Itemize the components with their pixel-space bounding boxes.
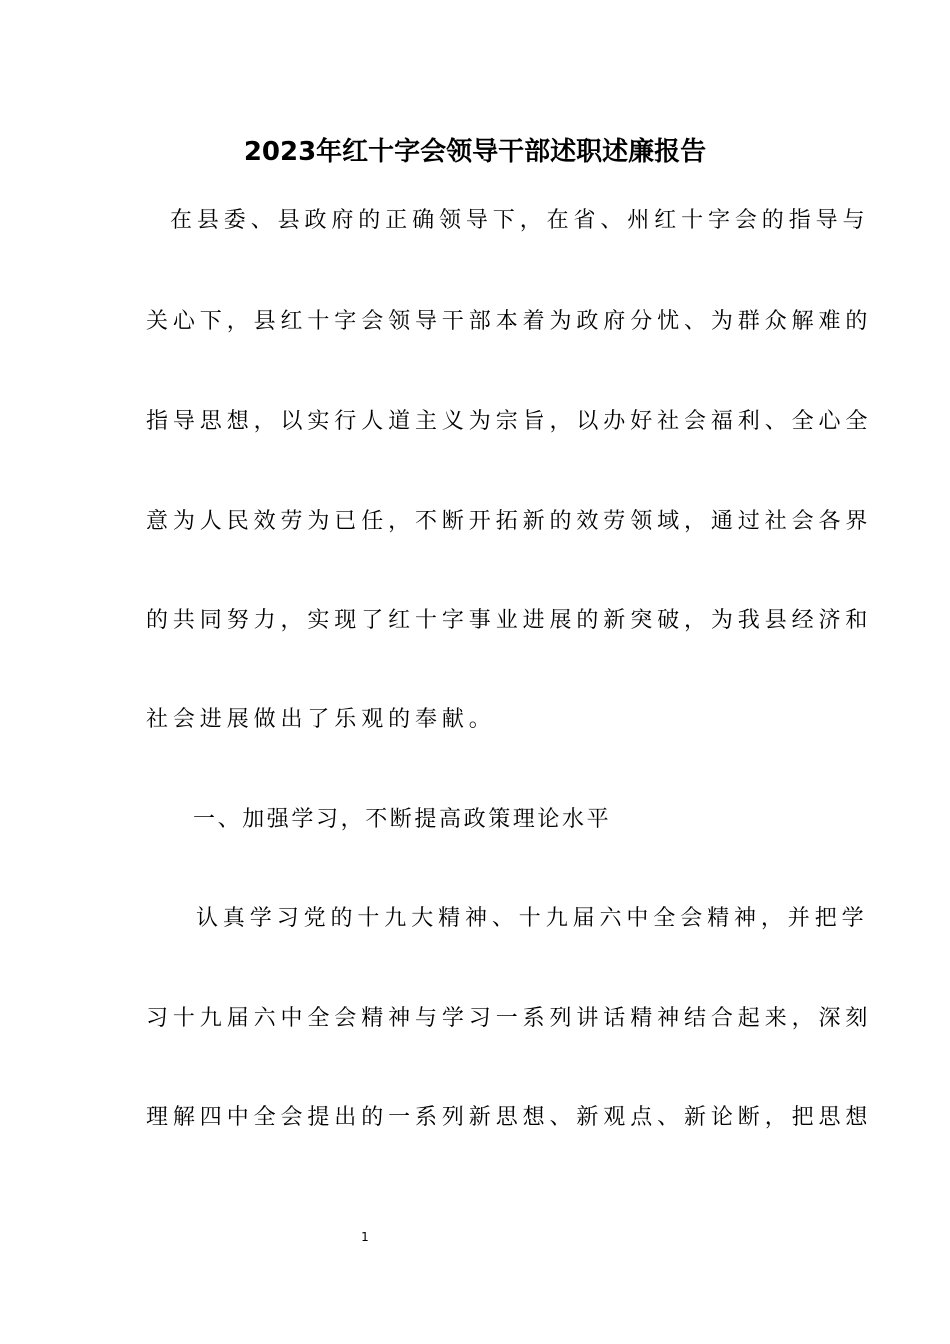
paragraph-line: 在县委、县政府的正确领导下，在省、州红十字会的指导与	[170, 208, 870, 233]
paragraph-line: 社会进展做出了乐观的奉献。	[146, 707, 496, 732]
paragraph-line: 指导思想，以实行人道主义为宗旨，以办好社会福利、全心全	[146, 409, 873, 434]
page-number: 1	[361, 1230, 369, 1244]
section-heading: 一、加强学习，不断提高政策理论水平	[193, 807, 612, 832]
paragraph-line: 习十九届六中全会精神与学习一系列讲话精神结合起来，深刻	[146, 1006, 873, 1031]
paragraph-line: 关心下，县红十字会领导干部本着为政府分忧、为群众解难的	[146, 309, 873, 334]
paragraph-line: 认真学习党的十九大精神、十九届六中全会精神，并把学	[196, 906, 869, 931]
document-title: 2023年红十字会领导干部述职述廉报告	[243, 137, 707, 167]
paragraph-line: 理解四中全会提出的一系列新思想、新观点、新论断，把思想	[146, 1105, 873, 1130]
paragraph-line: 的共同努力，实现了红十字事业进展的新突破，为我县经济和	[146, 608, 873, 633]
paragraph-line: 意为人民效劳为已任，不断开拓新的效劳领域，通过社会各界	[146, 509, 873, 534]
